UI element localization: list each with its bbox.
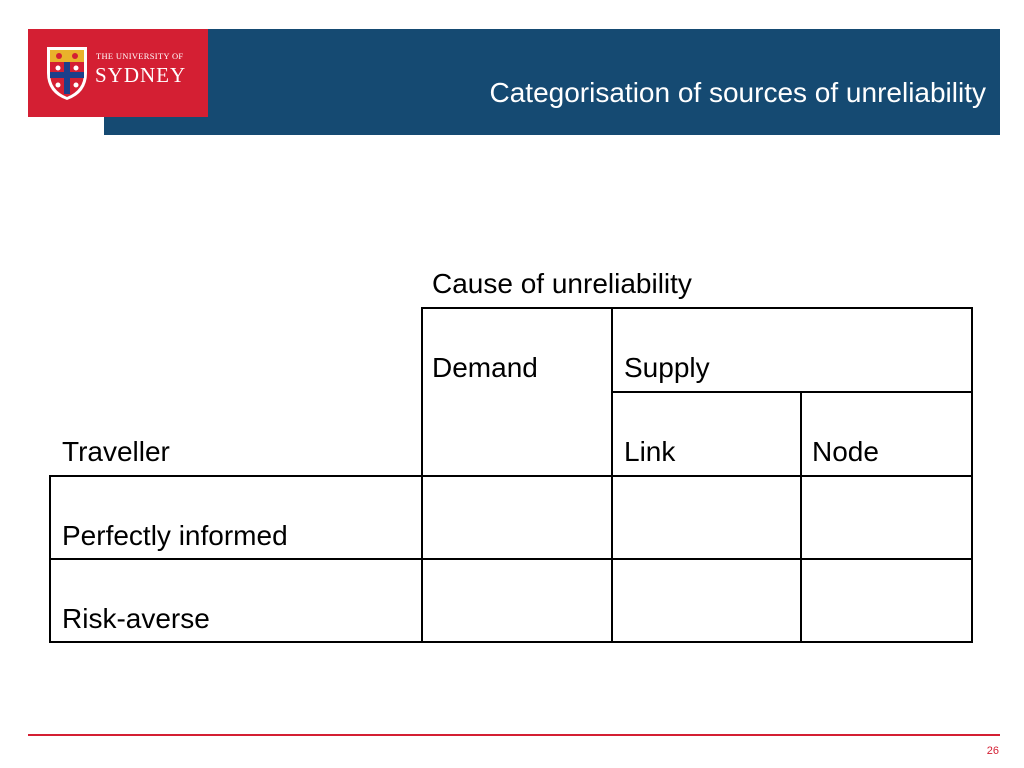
table-rule [971,307,973,643]
table-rule [611,307,613,643]
col-header-supply: Supply [624,352,710,383]
table-rule [49,475,973,477]
table-rule [611,391,973,393]
logo-line-1: THE UNIVERSITY OF [96,51,184,61]
page-number: 26 [986,745,999,757]
slide-title: Categorisation of sources of unreliability [489,77,986,108]
row-label-risk-averse: Risk-averse [62,603,210,634]
logo-line-2: SYDNEY [95,63,187,87]
table-rule [49,475,51,643]
col-header-demand: Demand [432,352,538,383]
university-logo [28,29,208,117]
table-rule [800,391,802,643]
row-label-perfectly-informed: Perfectly informed [62,520,288,551]
row-header-label: Traveller [62,436,170,467]
subcol-header-node: Node [812,436,879,467]
footer-rule [28,734,1000,736]
table-rule [49,558,973,560]
group-header: Cause of unreliability [432,268,692,299]
crest-icon [45,43,89,101]
subcol-header-link: Link [624,436,676,467]
table-rule [421,307,423,643]
title-bar [104,29,1000,135]
table-rule [421,307,973,309]
table-rule [49,641,973,643]
